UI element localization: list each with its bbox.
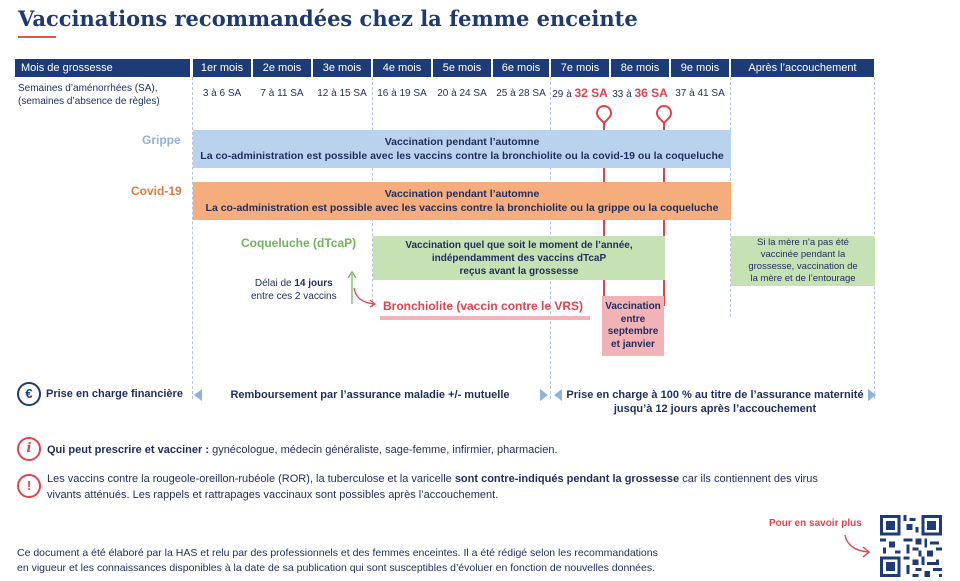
sa-label [18,82,160,108]
warning-text [47,471,877,503]
bronchiolite-line-4: et janvier [611,338,655,350]
finance-reimbursement: Remboursement par l’assurance maladie +/- mutuelle [230,389,510,401]
sa-month-7 [551,86,609,100]
postpartum-line-4: la mère et de l’entourage [750,273,856,284]
delay-arrow-icon [344,268,380,308]
sa-month-8-prefix: 33 à [612,89,635,100]
header-month-2: 2e mois [253,59,311,77]
prescribe-text [47,442,558,458]
sa-month-9: 37 à 41 SA [675,88,725,99]
header-month-4: 4e mois [373,59,431,77]
more-info-arrow-icon [842,532,872,558]
postpartum-line-2: vaccinée pendant la [760,249,846,260]
sa-month-7-highlight: 32 SA [574,86,608,100]
header-month-1: 1er mois [193,59,251,77]
sa-label-line-1: Semaines d’aménorrhées (SA), [18,83,158,94]
coqueluche-line-1: Vaccination quel que soit le moment de l’année, [405,239,633,251]
header-month-3: 3e mois [313,59,371,77]
finance-maternity-line-2: jusqu’à 12 jours après l’accouchement [613,403,817,415]
euro-icon: € [17,382,41,406]
bronchiolite-line-1: Vaccination [605,301,661,312]
sa-month-4: 16 à 19 SA [377,88,427,99]
warning-icon: ! [17,474,41,498]
header-month-8: 8e mois [611,59,669,77]
header-month-5: 5e mois [433,59,491,77]
covid-label: Covid-19 [131,184,182,198]
delay-note-prefix: Délai de [254,278,295,289]
finance-arrow-mid-right-icon [539,388,549,402]
grippe-band [193,130,731,168]
finance-arrow-right-icon [867,388,877,402]
delay-note-line-1 [251,277,337,290]
covid-line-1: Vaccination pendant l’automne [384,188,540,200]
prescribe-list: gynécologue, médecin généraliste, sage-femme, infirmier, pharmacien. [209,444,558,456]
sa-month-7-prefix: 29 à [552,89,575,100]
more-info-link[interactable]: Pour en savoir plus [769,518,862,529]
header-month-7: 7e mois [551,59,609,77]
finance-arrow-mid-left-icon [553,388,563,402]
covid-line-2: La co-administration est possible avec les vaccins contre la bronchiolite ou la grippe ou la coqueluche [205,202,719,214]
qr-code-icon[interactable] [879,515,943,577]
header-after-birth: Après l’accouchement [731,59,874,77]
footer-note [17,546,658,576]
guide-line-start [192,77,193,399]
warning-line-2: vivants atténués. Les rappels et rattrapages vaccinaux sont possibles après l’accouchement. [47,489,499,501]
grippe-label: Grippe [142,133,181,147]
sa-month-6: 25 à 28 SA [496,88,546,99]
warning-suffix: car ils contiennent des virus [679,473,818,485]
warning-prefix: Les vaccins contre la rougeole-oreillon-rubéole (ROR), la tuberculose et la varicelle [47,473,455,485]
grippe-line-1: Vaccination pendant l’automne [384,136,540,148]
coqueluche-line-2: indépendamment des vaccins dTcaP [431,252,607,264]
sa-month-8 [611,86,669,100]
postpartum-box [731,236,875,286]
finance-maternity-line-1: Prise en charge à 100 % au titre de l’assurance maternité [566,389,864,401]
sa-label-line-2: (semaines d’absence de règles) [18,96,160,107]
coqueluche-label: Coqueluche (dTcaP) [241,236,357,250]
sa-month-2: 7 à 11 SA [260,88,304,99]
bronchiolite-underline [380,316,590,320]
coqueluche-line-3: reçus avant la grossesse [459,265,579,277]
bronchiolite-line-2: entre [620,313,646,325]
bronchiolite-box [602,296,664,356]
prescribe-label: Qui peut prescrire et vacciner : [47,444,210,456]
delay-note [251,277,337,303]
finance-maternity [564,388,866,416]
covid-band [193,182,731,220]
header-month-9: 9e mois [671,59,729,77]
bronchiolite-label: Bronchiolite (vaccin contre le VRS) [383,299,584,313]
postpartum-line-3: grossesse, vaccination de [748,261,858,272]
postpartum-line-1: Si la mère n’a pas été [757,237,849,248]
header-pregnancy-months: Mois de grossesse [15,59,190,77]
finance-arrow-left-icon [193,388,203,402]
sa-month-1: 3 à 6 SA [202,88,242,99]
title-underline [18,36,56,38]
info-icon: i [17,437,41,461]
delay-note-days: 14 jours [294,278,333,289]
grippe-line-2: La co-administration est possible avec les vaccins contre la bronchiolite ou la covid-19 ou la coqueluche [200,150,724,162]
finance-label: Prise en charge financière [46,388,183,400]
header-month-6: 6e mois [493,59,549,77]
coqueluche-band [373,236,665,280]
footer-line-2: en vigueur et les connaissances disponibles à la date de sa publication qui sont susceptibles d’évoluer en fonction de nouvelles données. [17,562,656,574]
page-title: Vaccinations recommandées chez la femme enceinte [18,6,638,31]
bronchiolite-line-3: septembre [607,326,659,337]
footer-line-1: Ce document a été élaboré par la HAS et relu par des professionnels et des femmes enceintes. Il a été rédigé selon les recommandations [17,547,658,559]
warning-bold: sont contre-indiqués pendant la grossesse [454,473,680,485]
sa-month-3: 12 à 15 SA [317,88,367,99]
warning-line-1 [47,471,877,487]
sa-month-8-highlight: 36 SA [634,86,668,100]
delay-note-line-2: entre ces 2 vaccins [251,291,337,302]
sa-month-5: 20 à 24 SA [437,88,487,99]
